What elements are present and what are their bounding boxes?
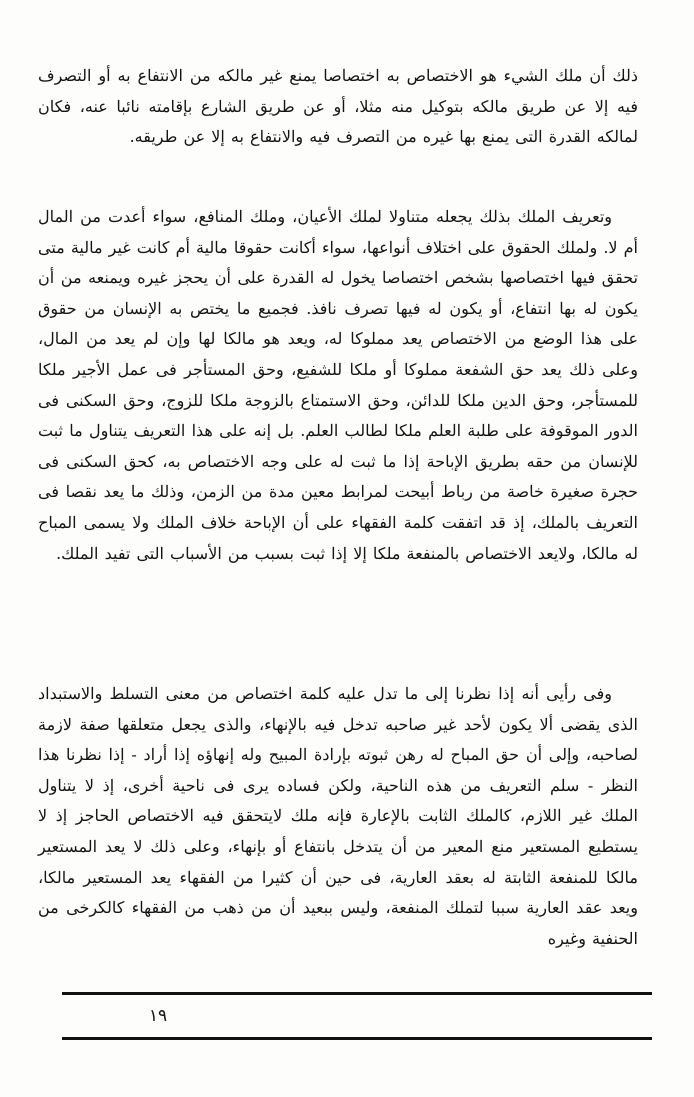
page-number: ١٩ [148,1006,168,1026]
footer-rule-bottom [62,1037,652,1040]
paragraph-3 [38,679,638,954]
paragraph-2 [38,202,638,569]
paragraph-3-text: وفى رأيى أنه إذا نظرنا إلى ما تدل عليه كلمة اختصاص من معنى التسلط والاستبداد الذى يقضى ألا يكون لأحد غير صاحبه تدخل فيه بالإنهاء، والذى يجعل متعلقها صفة لازمة لصاحبه، وإلى أن حق المباح له رهن ثبوته بإرادة المبيح وله إنهاؤه إذا أراد - إذا نظرنا هذا النظر - سلم التعريف من هذه الناحية، ولكن فساده يرى فى ناحية أخرى، إذ لا يتناول الملك غير اللازم، كالملك الثابت بالإعارة فإنه ملك لايتحقق فيه الاختصاص الحاجز إذ لا يستطيع المستعير منع المعير من أن يتدخل بانتفاع أو بإنهاء، وعلى ذلك لا يعد المستعير مالكا للمنفعة الثابتة له بعقد العارية، فى حين أن كثيرا من الفقهاء يعد المستعير مالكا، ويعد عقد العارية سببا لتملك المنفعة، وليس ببعيد أن من ذهب من الفقهاء كالكرخى من الحنفية وغيره [38,684,639,948]
paragraph-2-text: وتعريف الملك بذلك يجعله متناولا لملك الأعيان، وملك المنافع، سواء أعدت من المال أم لا. ولملك الحقوق على اختلاف أنواعها، سواء أكانت حقوقا مالية أم كانت غير مالية متى تحقق فيها اختصاصها بشخص اختصاصا يخول له القدرة على أن يحجز غيره ويمنعه من أن يكون له بها انتفاع، أو يكون له فيها تصرف نافذ. فجميع ما يختص به الإنسان من حقوق على هذا الوضع من الاختصاص يعد مملوكا له، ويعد هو مالكا لها وإن لم يعد من المال، وعلى ذلك يعد حق الشفعة مملوكا أو ملكا للشفيع، وحق المستأجر فى عمل الأجير ملكا للمستأجر، وحق الدين ملكا للدائن، وحق الاستمتاع بالزوجة ملكا للزوج، وحق السكنى فى الدور الموقوفة على طلبة العلم ملكا لطالب العلم. بل إنه على هذا التعريف يتناول ما ثبت للإنسان من حقه بطريق الإباحة إذا ما ثبت له على وجه الاختصاص به، كحق السكنى فى حجرة صغيرة خاصة من رباط أبيحت لمرابط معين مدة من الزمن، وذلك ما يعد نقصا فى التعريف بالملك، إذ قد اتفقت كلمة الفقهاء على أن الإباحة خلاف الملك ولا يسمى المباح له مالكا، ولايعد الاختصاص بالمنفعة ملكا إلا إذا ثبت بسبب من الأسباب التى تفيد الملك. [38,207,638,563]
paragraph-1 [38,61,638,153]
footer-rule-top [62,992,652,995]
paragraph-1-text: ذلك أن ملك الشيء هو الاختصاص به اختصاصا يمنع غير مالكه من الانتفاع به أو التصرف فيه إلا عن طريق مالكه بتوكيل منه مثلا، أو عن طريق الشارع بإقامته نائبا عنه، فكان لمالكه القدرة التى يمنع بها غيره من التصرف فيه والانتفاع به إلا عن طريقه. [38,66,638,147]
